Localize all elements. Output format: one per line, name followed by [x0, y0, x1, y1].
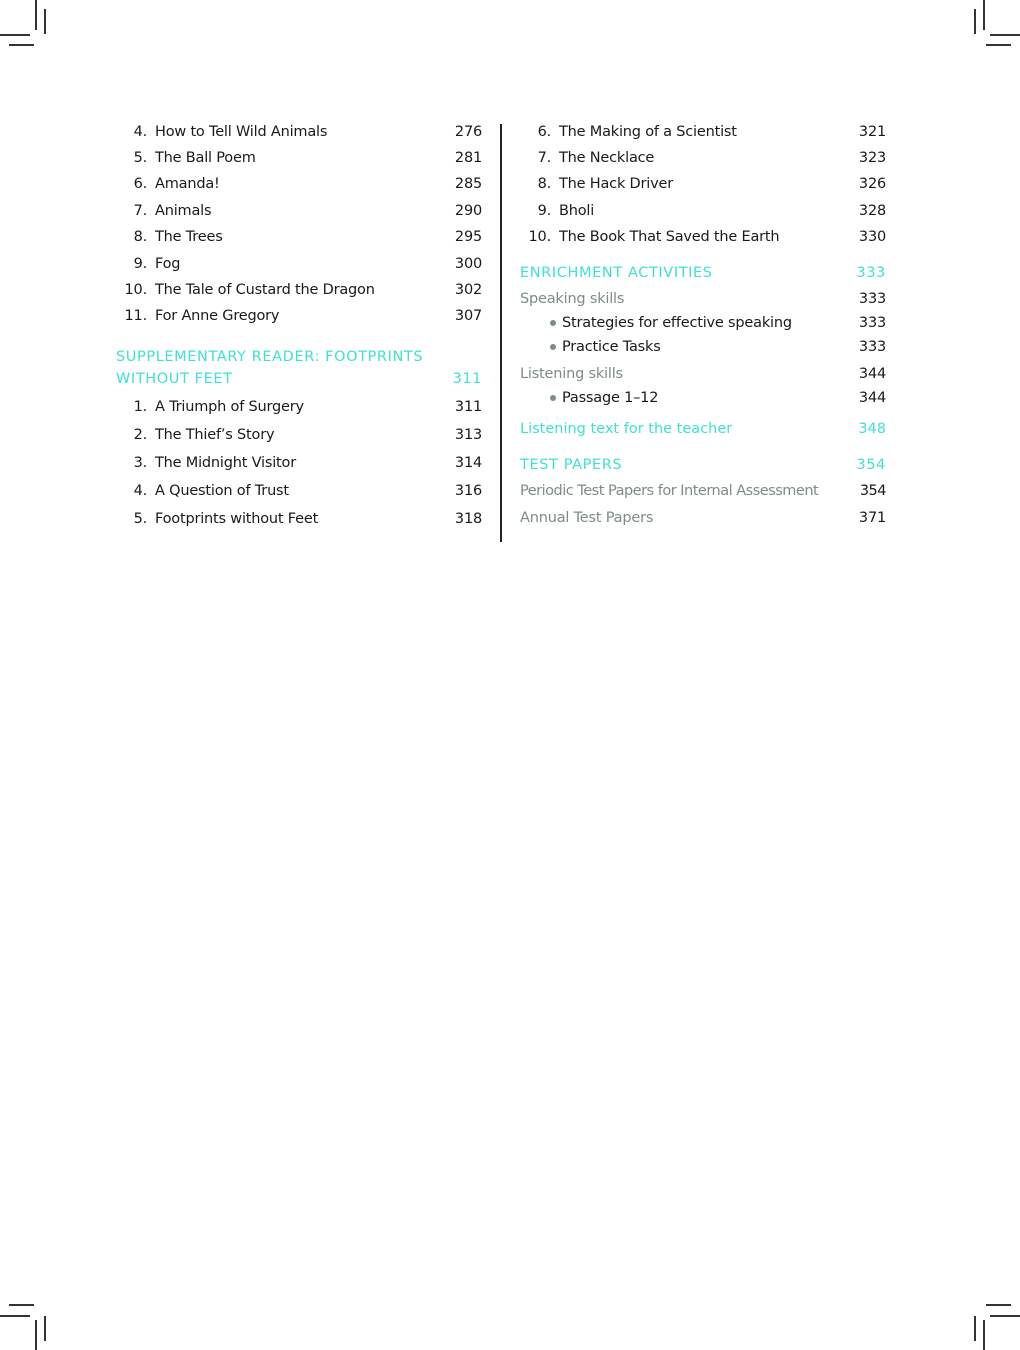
chapter-title: The Thief’s Story	[155, 427, 275, 443]
entry-title: Strategies for effective speaking	[562, 315, 792, 331]
chapter-number: 7.	[133, 203, 147, 219]
chapter-number: 11.	[124, 308, 147, 324]
subsection-annual[interactable]	[514, 508, 886, 528]
chapter-title: Amanda!	[155, 176, 220, 192]
toc-entry[interactable]	[110, 306, 482, 326]
crop-mark	[0, 1315, 30, 1317]
chapter-title: The Trees	[155, 229, 223, 245]
chapter-title: Bholi	[559, 203, 595, 219]
page-number: 333	[858, 315, 886, 331]
subsection-title: Speaking skills	[520, 291, 625, 307]
page-number: 302	[454, 282, 482, 298]
crop-mark	[990, 34, 1020, 36]
page-number: 326	[858, 176, 886, 192]
chapter-number: 5.	[133, 150, 147, 166]
page-number: 311	[454, 399, 482, 415]
page-number: 307	[454, 308, 482, 324]
chapter-number: 10.	[124, 282, 147, 298]
page-number: 276	[454, 124, 482, 140]
page-number: 321	[858, 124, 886, 140]
toc-entry[interactable]	[514, 227, 886, 247]
crop-mark	[44, 9, 46, 34]
crop-mark	[974, 9, 976, 34]
section-heading-supplementary[interactable]	[110, 347, 482, 367]
page-number: 281	[454, 150, 482, 166]
bullet-icon	[550, 395, 556, 401]
page-number: 348	[858, 421, 886, 437]
chapter-title: The Midnight Visitor	[155, 455, 296, 471]
toc-entry[interactable]	[514, 201, 886, 221]
page-number: 354	[856, 457, 886, 473]
bullet-entry[interactable]	[514, 337, 886, 357]
subsection-listening[interactable]	[514, 364, 886, 384]
crop-mark	[35, 0, 37, 30]
toc-entry[interactable]	[110, 481, 482, 501]
crop-mark	[986, 1304, 1011, 1306]
toc-entry[interactable]	[110, 122, 482, 142]
chapter-title: The Making of a Scientist	[559, 124, 737, 140]
chapter-number: 9.	[133, 256, 147, 272]
chapter-number: 6.	[133, 176, 147, 192]
page-number: 344	[858, 390, 886, 406]
chapter-number: 4.	[133, 124, 147, 140]
chapter-number: 3.	[133, 455, 147, 471]
chapter-title: Fog	[155, 256, 181, 272]
page-number: 371	[858, 510, 886, 526]
chapter-title: Animals	[155, 203, 212, 219]
section-heading-enrichment[interactable]	[514, 263, 886, 283]
page-number: 314	[454, 455, 482, 471]
toc-entry[interactable]	[110, 509, 482, 529]
crop-mark	[35, 1320, 37, 1350]
toc-entry[interactable]	[110, 148, 482, 168]
chapter-title: The Book That Saved the Earth	[559, 229, 780, 245]
toc-entry[interactable]	[110, 425, 482, 445]
toc-entry[interactable]	[110, 227, 482, 247]
toc-entry[interactable]	[514, 174, 886, 194]
chapter-title: How to Tell Wild Animals	[155, 124, 328, 140]
chapter-number: 2.	[133, 427, 147, 443]
chapter-title: For Anne Gregory	[155, 308, 280, 324]
entry-title: Practice Tasks	[562, 339, 661, 355]
toc-entry[interactable]	[110, 254, 482, 274]
toc-entry[interactable]	[110, 397, 482, 417]
page-number: 316	[454, 483, 482, 499]
chapter-number: 1.	[133, 399, 147, 415]
chapter-number: 10.	[528, 229, 551, 245]
column-divider	[500, 124, 502, 542]
page-number: 318	[454, 511, 482, 527]
chapter-number: 9.	[537, 203, 551, 219]
chapter-number: 8.	[537, 176, 551, 192]
bullet-icon	[550, 320, 556, 326]
bullet-icon	[550, 344, 556, 350]
chapter-title: The Ball Poem	[155, 150, 256, 166]
toc-entry[interactable]	[514, 148, 886, 168]
page-number: 313	[454, 427, 482, 443]
chapter-number: 4.	[133, 483, 147, 499]
chapter-title: Footprints without Feet	[155, 511, 319, 527]
subsection-title: Listening skills	[520, 366, 623, 382]
subsection-title: Periodic Test Papers for Internal Assessment	[520, 483, 819, 499]
section-title: TEST PAPERS	[520, 457, 623, 473]
subsection-title: Annual Test Papers	[520, 510, 654, 526]
bullet-entry[interactable]	[514, 388, 886, 408]
section-title: SUPPLEMENTARY READER: FOOTPRINTS	[116, 349, 424, 365]
page-number: 285	[454, 176, 482, 192]
crop-mark	[0, 34, 30, 36]
crop-mark	[974, 1316, 976, 1341]
toc-entry[interactable]	[514, 122, 886, 142]
toc-entry[interactable]	[110, 280, 482, 300]
chapter-title: The Necklace	[559, 150, 655, 166]
page-number: 311	[452, 371, 482, 387]
section-heading-listening-text[interactable]	[514, 419, 886, 439]
toc-entry[interactable]	[110, 174, 482, 194]
chapter-number: 8.	[133, 229, 147, 245]
chapter-title: A Question of Trust	[155, 483, 289, 499]
page-number: 333	[858, 339, 886, 355]
crop-mark	[983, 0, 985, 30]
page-number: 344	[858, 366, 886, 382]
crop-mark	[44, 1316, 46, 1341]
page-number: 354	[859, 483, 886, 499]
section-heading-test-papers[interactable]	[514, 455, 886, 475]
crop-mark	[9, 44, 34, 46]
chapter-number: 6.	[537, 124, 551, 140]
page-number: 328	[858, 203, 886, 219]
crop-mark	[990, 1315, 1020, 1317]
subsection-periodic[interactable]	[514, 481, 886, 501]
page-number: 295	[454, 229, 482, 245]
crop-mark	[983, 1320, 985, 1350]
crop-mark	[9, 1304, 34, 1306]
toc-entry[interactable]	[110, 453, 482, 473]
chapter-title: The Hack Driver	[559, 176, 673, 192]
page-number: 333	[858, 291, 886, 307]
toc-entry[interactable]	[110, 201, 482, 221]
chapter-title: The Tale of Custard the Dragon	[155, 282, 375, 298]
page-number: 333	[856, 265, 886, 281]
entry-title: Passage 1–12	[562, 390, 659, 406]
page-number: 323	[858, 150, 886, 166]
chapter-number: 7.	[537, 150, 551, 166]
chapter-number: 5.	[133, 511, 147, 527]
section-title: WITHOUT FEET	[116, 371, 233, 387]
page-number: 330	[858, 229, 886, 245]
page-number: 300	[454, 256, 482, 272]
crop-mark	[986, 44, 1011, 46]
section-title: Listening text for the teacher	[520, 421, 733, 437]
section-title: ENRICHMENT ACTIVITIES	[520, 265, 713, 281]
section-heading-supplementary-cont[interactable]	[110, 369, 482, 389]
chapter-title: A Triumph of Surgery	[155, 399, 304, 415]
bullet-entry[interactable]	[514, 313, 886, 333]
subsection-speaking[interactable]	[514, 289, 886, 309]
page-number: 290	[454, 203, 482, 219]
